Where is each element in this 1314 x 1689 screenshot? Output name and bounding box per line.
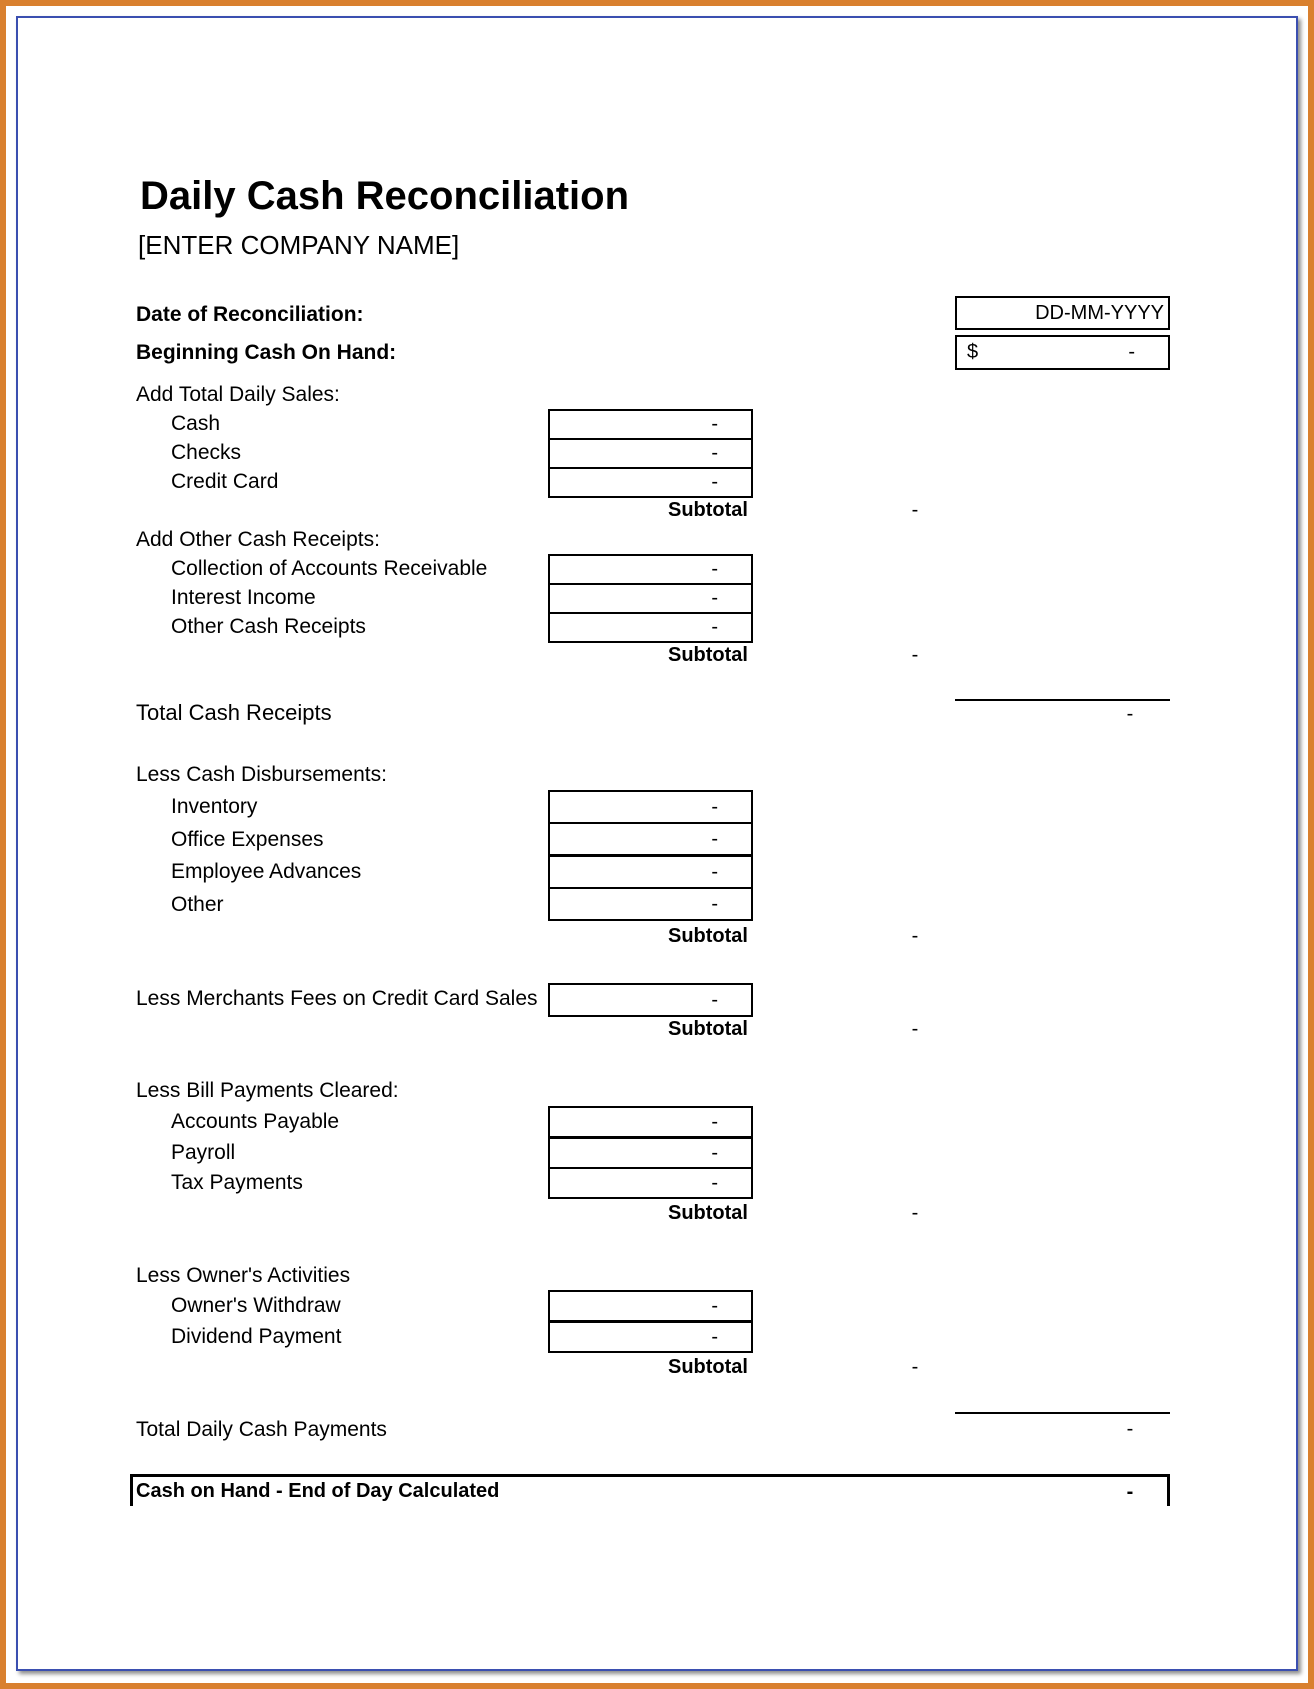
collection-ar-label: Collection of Accounts Receivable — [171, 557, 488, 580]
bill-payments-subtotal-value: - — [911, 1202, 919, 1224]
owners-withdraw-label: Owner's Withdraw — [171, 1294, 341, 1317]
beginning-cash-label: Beginning Cash On Hand: — [136, 341, 397, 364]
other-receipts-heading: Add Other Cash Receipts: — [136, 528, 380, 551]
owner-subtotal-label: Subtotal — [668, 1356, 748, 1378]
dividend-payment-label: Dividend Payment — [171, 1325, 342, 1348]
sales-credit-card-input[interactable]: - — [548, 467, 753, 498]
sales-heading: Add Total Daily Sales: — [136, 383, 340, 406]
bill-payments-subtotal-label: Subtotal — [668, 1202, 748, 1224]
total-payments-value: - — [1126, 1418, 1134, 1440]
owner-heading: Less Owner's Activities — [136, 1264, 351, 1287]
other-disbursement-label: Other — [171, 893, 224, 916]
sales-credit-card-label: Credit Card — [171, 470, 279, 493]
other-receipts-subtotal-value: - — [911, 644, 919, 666]
sales-subtotal-label: Subtotal — [668, 499, 748, 521]
end-of-day-value: - — [1126, 1481, 1134, 1503]
currency-symbol: $ — [967, 341, 979, 363]
office-expenses-label: Office Expenses — [171, 828, 324, 851]
sales-cash-input[interactable]: - — [548, 409, 753, 440]
payroll-label: Payroll — [171, 1141, 236, 1164]
other-receipts-subtotal-label: Subtotal — [668, 644, 748, 666]
accounts-payable-label: Accounts Payable — [171, 1110, 340, 1133]
sales-checks-label: Checks — [171, 441, 242, 464]
owner-subtotal-value: - — [911, 1356, 919, 1378]
tax-payments-input[interactable]: - — [548, 1167, 753, 1199]
inventory-label: Inventory — [171, 795, 258, 818]
inventory-input[interactable]: - — [548, 790, 753, 824]
sales-subtotal-value: - — [911, 499, 919, 521]
sales-checks-input[interactable]: - — [548, 438, 753, 469]
interest-income-input[interactable]: - — [548, 583, 753, 614]
total-receipts-rule — [955, 699, 1170, 701]
dividend-payment-input[interactable]: - — [548, 1321, 753, 1353]
collection-ar-input[interactable]: - — [548, 554, 753, 585]
employee-advances-input[interactable]: - — [548, 855, 753, 889]
company-name-field[interactable]: [ENTER COMPANY NAME] — [138, 230, 460, 260]
employee-advances-label: Employee Advances — [171, 860, 362, 883]
page-title: Daily Cash Reconciliation — [140, 174, 630, 218]
disbursements-subtotal-value: - — [911, 925, 919, 947]
merchant-fees-subtotal-value: - — [911, 1018, 919, 1040]
beginning-cash-value: - — [1128, 341, 1135, 363]
total-receipts-label: Total Cash Receipts — [136, 700, 332, 725]
date-label: Date of Reconciliation: — [136, 303, 364, 326]
total-payments-label: Total Daily Cash Payments — [136, 1418, 387, 1441]
other-cash-receipts-label: Other Cash Receipts — [171, 615, 366, 638]
other-disbursement-input[interactable]: - — [548, 887, 753, 921]
interest-income-label: Interest Income — [171, 586, 316, 609]
bill-payments-heading: Less Bill Payments Cleared: — [136, 1079, 399, 1102]
disbursements-heading: Less Cash Disbursements: — [136, 763, 387, 786]
merchant-fees-input[interactable]: - — [548, 983, 753, 1017]
owners-withdraw-input[interactable]: - — [548, 1290, 753, 1322]
date-input[interactable]: DD-MM-YYYY — [955, 296, 1170, 330]
disbursements-subtotal-label: Subtotal — [668, 925, 748, 947]
merchant-fees-label: Less Merchants Fees on Credit Card Sales — [136, 987, 538, 1010]
office-expenses-input[interactable]: - — [548, 822, 753, 856]
total-receipts-value: - — [1126, 703, 1134, 725]
tax-payments-label: Tax Payments — [171, 1171, 303, 1194]
other-cash-receipts-input[interactable]: - — [548, 612, 753, 643]
sales-cash-label: Cash — [171, 412, 221, 435]
total-payments-rule — [955, 1412, 1170, 1414]
accounts-payable-input[interactable]: - — [548, 1106, 753, 1138]
end-of-day-label: Cash on Hand - End of Day Calculated — [136, 1480, 500, 1502]
merchant-fees-subtotal-label: Subtotal — [668, 1018, 748, 1040]
payroll-input[interactable]: - — [548, 1137, 753, 1169]
beginning-cash-input[interactable] — [955, 335, 1170, 370]
